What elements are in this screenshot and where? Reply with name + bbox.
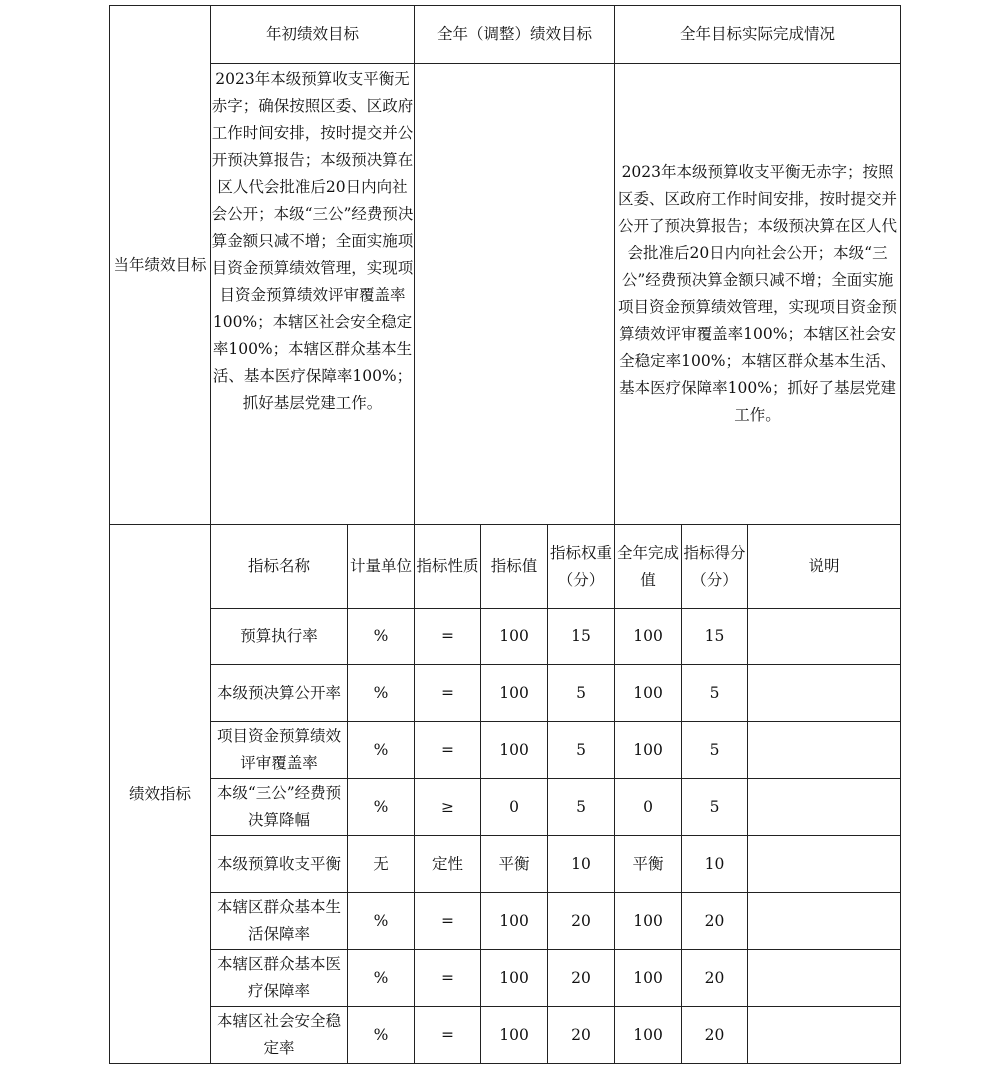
goals-row-label: 当年绩效目标 xyxy=(110,6,211,525)
indicator-value: 100 xyxy=(481,1007,548,1064)
indicator-value: 平衡 xyxy=(481,836,548,893)
indicator-weight: 15 xyxy=(548,609,615,665)
indicator-weight: 20 xyxy=(548,1007,615,1064)
indicator-unit: % xyxy=(348,950,415,1007)
indicator-score: 20 xyxy=(682,950,748,1007)
indicator-unit: % xyxy=(348,722,415,779)
indicator-name: 本级预算收支平衡 xyxy=(211,836,348,893)
indicator-unit: % xyxy=(348,893,415,950)
indicator-nature: = xyxy=(415,1007,481,1064)
indicator-completed: 100 xyxy=(615,609,682,665)
table-row xyxy=(110,779,901,836)
header-adjusted-goals: 全年（调整）绩效目标 xyxy=(415,6,615,64)
indicator-nature: = xyxy=(415,893,481,950)
indicator-score: 20 xyxy=(682,1007,748,1064)
indicator-completed: 100 xyxy=(615,1007,682,1064)
table-row xyxy=(110,836,901,893)
initial-goals-text: 2023年本级预算收支平衡无赤字；确保按照区委、区政府工作时间安排，按时提交并公开预决算报告；本级预决算在区人代会批准后20日内向社会公开；本级“三公”经费预决算金额只减不增；全面实施项目资金预算绩效管理，实现项目资金预算绩效评审覆盖率100%；本辖区社会安全稳定率100%；本辖区群众基本生活、基本医疗保障率100%；抓好基层党建工作。 xyxy=(211,64,415,525)
indicator-nature: = xyxy=(415,665,481,722)
header-actual-completion: 全年目标实际完成情况 xyxy=(615,6,901,64)
table-row xyxy=(110,609,901,665)
indicator-value: 100 xyxy=(481,609,548,665)
indicator-weight: 20 xyxy=(548,893,615,950)
indicator-completed: 0 xyxy=(615,779,682,836)
indicator-score: 5 xyxy=(682,722,748,779)
indicator-completed: 平衡 xyxy=(615,836,682,893)
indicator-nature: = xyxy=(415,950,481,1007)
indicator-unit: % xyxy=(348,1007,415,1064)
indicator-score: 5 xyxy=(682,779,748,836)
indicator-value: 100 xyxy=(481,893,548,950)
actual-completion-text: 2023年本级预算收支平衡无赤字；按照区委、区政府工作时间安排，按时提交并公开了预决算报告；本级预决算在区人代会批准后20日内向社会公开；本级“三公”经费预决算金额只减不增；全面实施项目资金预算绩效管理，实现项目资金预算绩效评审覆盖率100%；本辖区社会安全稳定率100%；本辖区群众基本生活、基本医疗保障率100%；抓好了基层党建工作。 xyxy=(615,64,901,525)
indicator-unit: % xyxy=(348,609,415,665)
indicator-nature: = xyxy=(415,609,481,665)
indicator-value: 100 xyxy=(481,950,548,1007)
indicator-name: 本辖区社会安全稳定率 xyxy=(211,1007,348,1064)
table-row xyxy=(110,1007,901,1064)
indicator-unit: 无 xyxy=(348,836,415,893)
col-header-name: 指标名称 xyxy=(211,525,348,609)
indicator-weight: 5 xyxy=(548,665,615,722)
indicator-name: 本级“三公”经费预决算降幅 xyxy=(211,779,348,836)
table-row xyxy=(110,665,901,722)
indicator-nature: 定性 xyxy=(415,836,481,893)
indicator-nature: ≥ xyxy=(415,779,481,836)
indicator-name: 本辖区群众基本医疗保障率 xyxy=(211,950,348,1007)
indicator-note xyxy=(748,893,901,950)
col-header-nature: 指标性质 xyxy=(415,525,481,609)
indicator-score: 10 xyxy=(682,836,748,893)
indicator-note xyxy=(748,1007,901,1064)
col-header-weight: 指标权重（分） xyxy=(548,525,615,609)
indicator-name: 项目资金预算绩效评审覆盖率 xyxy=(211,722,348,779)
indicator-weight: 10 xyxy=(548,836,615,893)
indicator-note xyxy=(748,722,901,779)
indicator-value: 100 xyxy=(481,665,548,722)
indicator-note xyxy=(748,779,901,836)
indicator-completed: 100 xyxy=(615,665,682,722)
indicator-score: 5 xyxy=(682,665,748,722)
indicator-value: 0 xyxy=(481,779,548,836)
performance-table xyxy=(109,5,901,1064)
indicator-value: 100 xyxy=(481,722,548,779)
indicator-weight: 5 xyxy=(548,722,615,779)
indicators-row-label: 绩效指标 xyxy=(110,525,211,1064)
indicator-nature: = xyxy=(415,722,481,779)
adjusted-goals-text xyxy=(415,64,615,525)
indicator-completed: 100 xyxy=(615,722,682,779)
indicator-name: 预算执行率 xyxy=(211,609,348,665)
indicator-completed: 100 xyxy=(615,950,682,1007)
header-initial-goals: 年初绩效目标 xyxy=(211,6,415,64)
indicator-note xyxy=(748,950,901,1007)
indicator-weight: 5 xyxy=(548,779,615,836)
indicator-name: 本级预决算公开率 xyxy=(211,665,348,722)
indicator-unit: % xyxy=(348,779,415,836)
col-header-unit: 计量单位 xyxy=(348,525,415,609)
table-row xyxy=(110,950,901,1007)
indicator-unit: % xyxy=(348,665,415,722)
indicator-score: 20 xyxy=(682,893,748,950)
col-header-completed: 全年完成值 xyxy=(615,525,682,609)
col-header-value: 指标值 xyxy=(481,525,548,609)
indicator-note xyxy=(748,609,901,665)
indicator-weight: 20 xyxy=(548,950,615,1007)
indicator-completed: 100 xyxy=(615,893,682,950)
indicator-score: 15 xyxy=(682,609,748,665)
indicator-note xyxy=(748,665,901,722)
indicator-note xyxy=(748,836,901,893)
col-header-score: 指标得分（分） xyxy=(682,525,748,609)
indicator-name: 本辖区群众基本生活保障率 xyxy=(211,893,348,950)
col-header-note: 说明 xyxy=(748,525,901,609)
table-row xyxy=(110,893,901,950)
table-row xyxy=(110,722,901,779)
